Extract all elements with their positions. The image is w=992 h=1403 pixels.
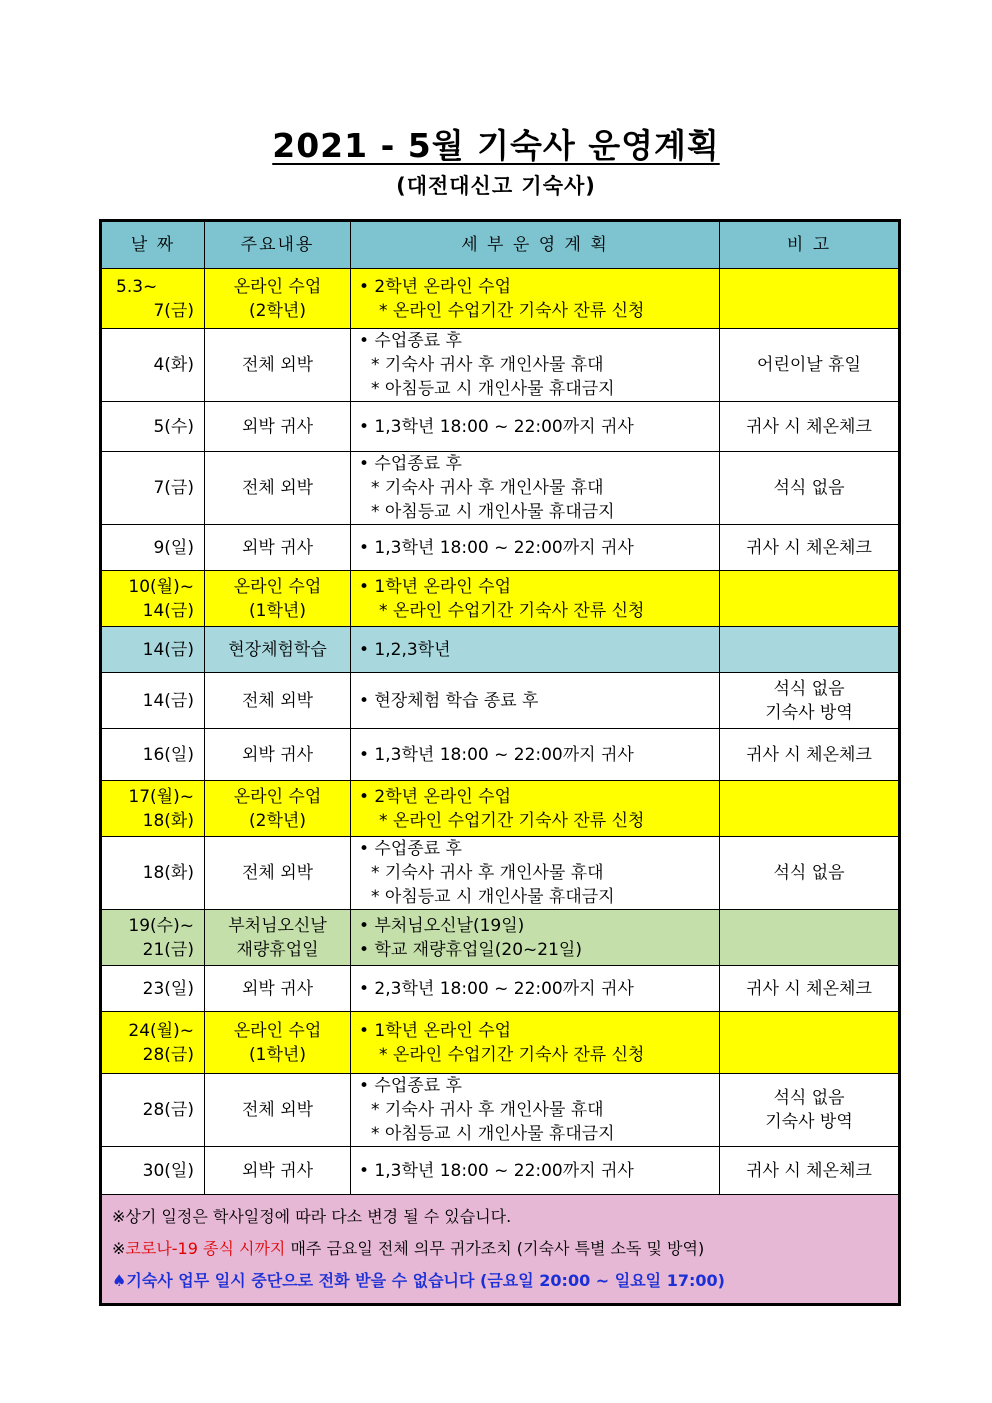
table-row: [101, 837, 900, 910]
row-date: 17(월)~ 18(화): [101, 781, 205, 837]
row-date: 14(금): [101, 673, 205, 729]
row-detail: • 1,3학년 18:00 ~ 22:00까지 귀사: [351, 1147, 720, 1195]
row-detail: • 1학년 온라인 수업 * 온라인 수업기간 기숙사 잔류 신청: [351, 571, 720, 627]
row-date: 5.3~ 7(금): [101, 269, 205, 329]
table-row: [101, 729, 900, 781]
row-content: 전체 외박: [205, 329, 351, 402]
row-note: [720, 1012, 900, 1074]
row-detail: • 1,2,3학년: [351, 627, 720, 673]
header-detail: 세 부 운 영 계 획: [351, 221, 720, 269]
row-date: 23(일): [101, 966, 205, 1012]
page-subtitle: (대전대신고 기숙사): [396, 174, 596, 198]
table-row: [101, 571, 900, 627]
row-content: 전체 외박: [205, 1074, 351, 1147]
row-note: [720, 269, 900, 329]
page-title: 2021 - 5월 기숙사 운영계획: [272, 126, 720, 165]
table-row: [101, 452, 900, 525]
row-detail: • 1학년 온라인 수업 * 온라인 수업기간 기숙사 잔류 신청: [351, 1012, 720, 1074]
row-note: 석식 없음 기숙사 방역: [720, 1074, 900, 1147]
table-row: [101, 402, 900, 452]
row-content: 온라인 수업 (1학년): [205, 1012, 351, 1074]
note-line-2: ※코로나-19 종식 시까지 매주 금요일 전체 의무 귀가조치 (기숙사 특별 소독 및 방역): [112, 1239, 705, 1258]
row-date: 16(일): [101, 729, 205, 781]
row-detail: • 부처님오신날(19일) • 학교 재량휴업일(20~21일): [351, 910, 720, 966]
table-row: [101, 269, 900, 329]
row-date: 9(일): [101, 525, 205, 571]
notes-box: [101, 1195, 900, 1305]
note-line-1: ※상기 일정은 학사일정에 따라 다소 변경 될 수 있습니다.: [112, 1207, 512, 1226]
header-content: 주요내용: [205, 221, 351, 269]
row-content: 외박 귀사: [205, 729, 351, 781]
note-line-3: ♠기숙사 업무 일시 중단으로 전화 받을 수 없습니다 (금요일 20:00 ~ 일요일 17:00): [112, 1271, 725, 1290]
row-content: 부처님오신날 재량휴업일: [205, 910, 351, 966]
row-date: 19(수)~ 21(금): [101, 910, 205, 966]
header-note: 비 고: [720, 221, 900, 269]
row-content: 전체 외박: [205, 837, 351, 910]
row-note: 귀사 시 체온체크: [720, 966, 900, 1012]
table-row: [101, 329, 900, 402]
row-note: 어린이날 휴일: [720, 329, 900, 402]
row-detail: • 수업종료 후 * 기숙사 귀사 후 개인사물 휴대 * 아침등교 시 개인사물 휴대금지: [351, 329, 720, 402]
row-note: [720, 627, 900, 673]
row-date: 30(일): [101, 1147, 205, 1195]
row-content: 온라인 수업 (1학년): [205, 571, 351, 627]
row-detail: • 수업종료 후 * 기숙사 귀사 후 개인사물 휴대 * 아침등교 시 개인사물 휴대금지: [351, 837, 720, 910]
row-content: 전체 외박: [205, 452, 351, 525]
row-detail: • 1,3학년 18:00 ~ 22:00까지 귀사: [351, 525, 720, 571]
row-content: 전체 외박: [205, 673, 351, 729]
row-content: 외박 귀사: [205, 1147, 351, 1195]
row-detail: • 수업종료 후 * 기숙사 귀사 후 개인사물 휴대 * 아침등교 시 개인사물 휴대금지: [351, 1074, 720, 1147]
row-content: 온라인 수업 (2학년): [205, 269, 351, 329]
row-note: [720, 781, 900, 837]
row-note: 석식 없음: [720, 452, 900, 525]
row-note: 석식 없음: [720, 837, 900, 910]
row-note: 귀사 시 체온체크: [720, 729, 900, 781]
header-date: 날 짜: [101, 221, 205, 269]
row-content: 현장체험학습: [205, 627, 351, 673]
table-row: [101, 627, 900, 673]
table-row: [101, 781, 900, 837]
row-date: 7(금): [101, 452, 205, 525]
row-detail: • 2학년 온라인 수업 * 온라인 수업기간 기숙사 잔류 신청: [351, 269, 720, 329]
row-note: [720, 910, 900, 966]
notes-row: [101, 1195, 900, 1305]
table-row: [101, 1147, 900, 1195]
row-content: 외박 귀사: [205, 525, 351, 571]
row-content: 온라인 수업 (2학년): [205, 781, 351, 837]
row-date: 5(수): [101, 402, 205, 452]
row-note: [720, 571, 900, 627]
row-note: 귀사 시 체온체크: [720, 402, 900, 452]
row-note: 석식 없음 기숙사 방역: [720, 673, 900, 729]
row-date: 28(금): [101, 1074, 205, 1147]
row-date: 24(월)~ 28(금): [101, 1012, 205, 1074]
row-date: 14(금): [101, 627, 205, 673]
row-detail: • 현장체험 학습 종료 후: [351, 673, 720, 729]
row-content: 외박 귀사: [205, 402, 351, 452]
row-detail: • 1,3학년 18:00 ~ 22:00까지 귀사: [351, 729, 720, 781]
table-row: [101, 1012, 900, 1074]
row-note: 귀사 시 체온체크: [720, 1147, 900, 1195]
schedule-table: [99, 219, 901, 1306]
row-detail: • 수업종료 후 * 기숙사 귀사 후 개인사물 휴대 * 아침등교 시 개인사물 휴대금지: [351, 452, 720, 525]
table-row: [101, 966, 900, 1012]
row-detail: • 1,3학년 18:00 ~ 22:00까지 귀사: [351, 402, 720, 452]
table-row: [101, 525, 900, 571]
row-date: 10(월)~ 14(금): [101, 571, 205, 627]
table-row: [101, 910, 900, 966]
row-detail: • 2학년 온라인 수업 * 온라인 수업기간 기숙사 잔류 신청: [351, 781, 720, 837]
row-content: 외박 귀사: [205, 966, 351, 1012]
table-row: [101, 673, 900, 729]
row-date: 18(화): [101, 837, 205, 910]
table-header-row: [101, 221, 900, 269]
row-date: 4(화): [101, 329, 205, 402]
row-note: 귀사 시 체온체크: [720, 525, 900, 571]
row-detail: • 2,3학년 18:00 ~ 22:00까지 귀사: [351, 966, 720, 1012]
table-row: [101, 1074, 900, 1147]
